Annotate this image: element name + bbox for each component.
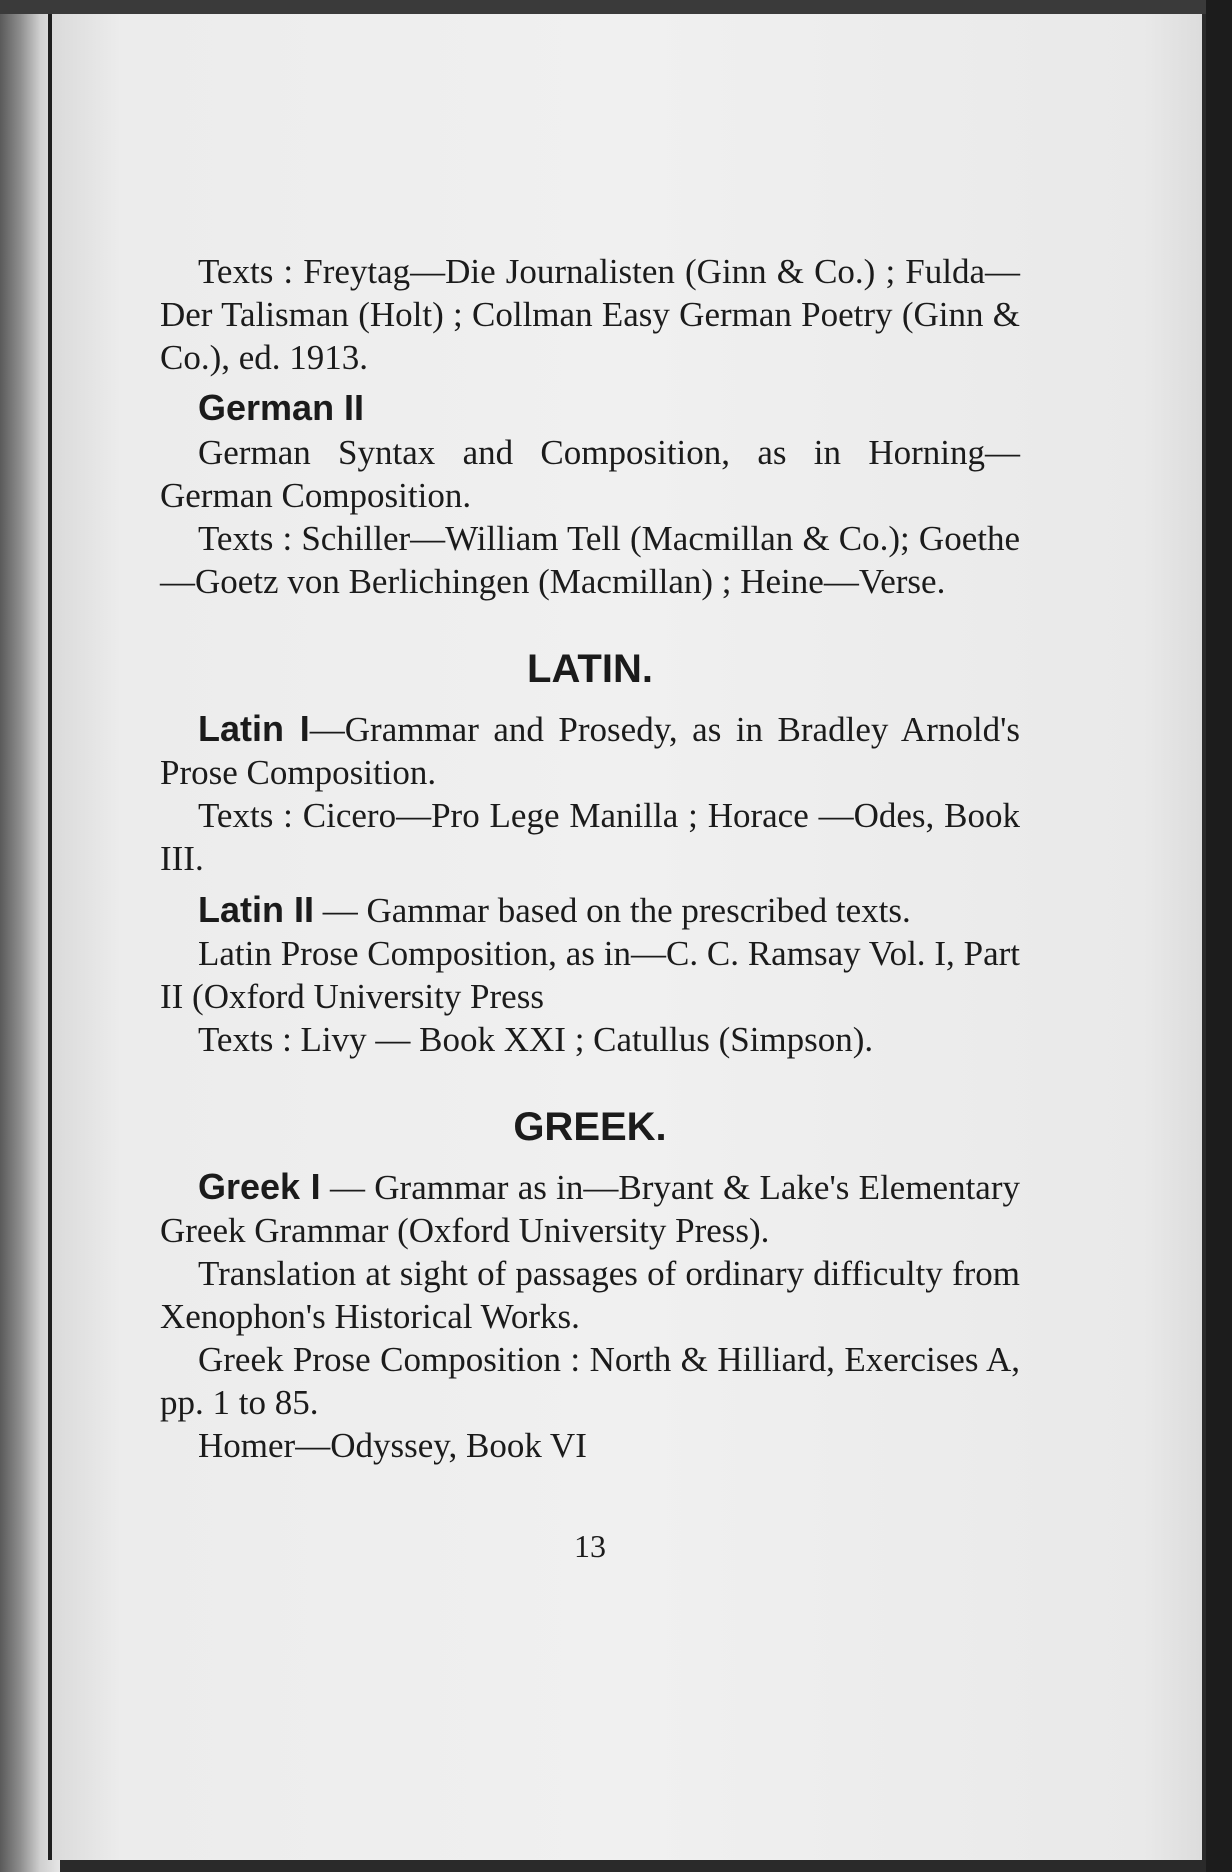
- greek-section-title: GREEK.: [513, 1105, 667, 1149]
- greek-i-label: Greek I: [198, 1166, 321, 1207]
- greek-i-paragraph: [160, 1165, 1020, 1252]
- german-ii-syntax: German Syntax and Composition, as in Horning—German Composition.: [160, 433, 1020, 515]
- greek-homer: Homer—Odyssey, Book VI: [198, 1426, 587, 1465]
- latin-i-paragraph: [160, 707, 1020, 794]
- latin-ii-text: — Gammar based on the prescribed texts.: [314, 891, 911, 930]
- german-ii-texts: Texts : Schiller—William Tell (Macmillan & Co.); Goethe—Goetz von Berlichingen (Macmillan) ; Heine—Verse.: [160, 519, 1020, 601]
- latin-ii-paragraph: [160, 888, 1020, 932]
- greek-translation: Translation at sight of passages of ordinary difficulty from Xenophon's Historical Works.: [160, 1254, 1020, 1336]
- page-right-edge: [1206, 0, 1232, 1872]
- page-content: [160, 250, 1020, 1568]
- latin-i-label: Latin I: [198, 708, 310, 749]
- greek-prose: Greek Prose Composition : North & Hilliard, Exercises A, pp. 1 to 85.: [160, 1340, 1020, 1422]
- german-ii-heading: German II: [198, 387, 365, 428]
- latin-section-title: LATIN.: [527, 647, 653, 691]
- german-i-texts: Texts : Freytag—Die Journalisten (Ginn & Co.) ; Fulda—Der Talisman (Holt) ; Collman Easy German Poetry (Ginn & Co.), ed. 1913.: [160, 252, 1020, 377]
- latin-i-texts: Texts : Cicero—Pro Lege Manilla ; Horace —Odes, Book III.: [160, 796, 1020, 878]
- greek-i-text: — Grammar as in—Bryant & Lake's Elementary Greek Grammar (Oxford University Press).: [160, 1168, 1020, 1250]
- page-top-shadow: [0, 0, 1232, 14]
- latin-ii-label: Latin II: [198, 889, 314, 930]
- latin-ii-texts: Texts : Livy — Book XXI ; Catullus (Simpson).: [198, 1020, 874, 1059]
- latin-ii-prose: Latin Prose Composition, as in—C. C. Ramsay Vol. I, Part II (Oxford University Press: [160, 934, 1020, 1016]
- page-number: 13: [574, 1528, 606, 1564]
- latin-i-text: —Grammar and Prosedy, as in Bradley Arnold's Prose Composition.: [160, 710, 1021, 792]
